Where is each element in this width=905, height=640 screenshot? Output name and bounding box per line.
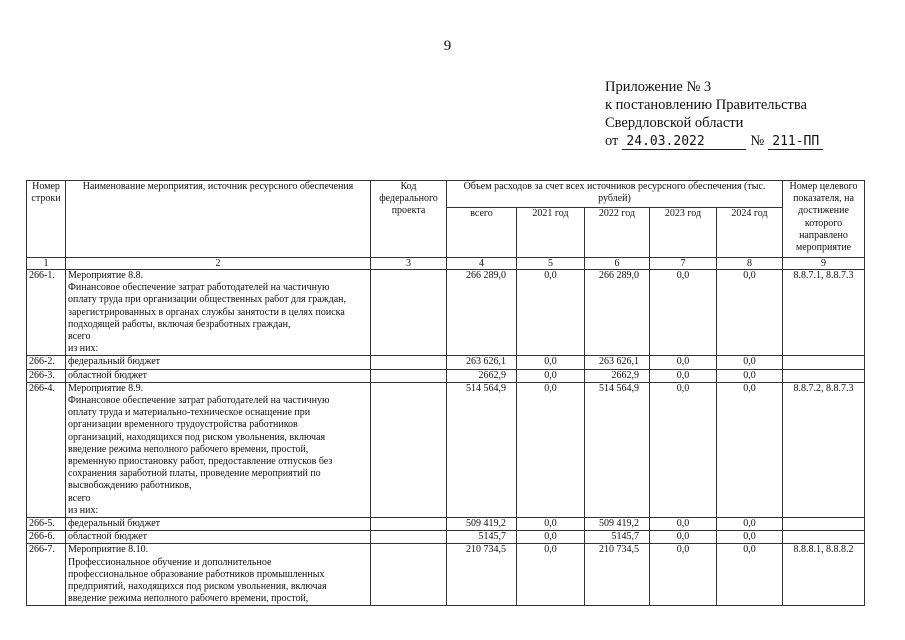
appendix-date-row [605, 132, 823, 150]
index-cell: 8 [717, 258, 783, 270]
target-cell: 8.8.7.1, 8.8.7.3 [783, 270, 865, 356]
resolution-date: 24.03.2022 [622, 134, 746, 150]
value-2022-cell: 509 419,2 [585, 518, 650, 531]
total-cell: 2662,9 [447, 369, 517, 382]
value-2023-cell: 0,0 [650, 369, 717, 382]
index-cell: 7 [650, 258, 717, 270]
value-2021-cell: 0,0 [517, 518, 585, 531]
header-target: Номер целевого показателя, на достижение которого направлено мероприятие [783, 181, 865, 258]
number-label: № [750, 133, 765, 149]
index-cell: 1 [27, 258, 66, 270]
target-cell [783, 356, 865, 369]
table-row [27, 531, 865, 544]
header-project-code: Код федерального проекта [371, 181, 447, 258]
appendix-block [605, 78, 823, 150]
header-2022: 2022 год [585, 208, 650, 258]
description-cell [66, 369, 371, 382]
description-line: федеральный бюджет [68, 356, 161, 368]
resolution-number: 211-ПП [768, 134, 823, 150]
value-2024-cell: 0,0 [717, 544, 783, 606]
appendix-line-2: к постановлению Правительства [605, 97, 807, 113]
value-2022-cell: 210 734,5 [585, 544, 650, 606]
total-cell: 210 734,5 [447, 544, 517, 606]
target-cell [783, 369, 865, 382]
description-line: введение режима неполного рабочего времени, простой, [68, 593, 309, 605]
description-cell [66, 518, 371, 531]
value-2024-cell: 0,0 [717, 270, 783, 356]
column-index-row [27, 258, 865, 270]
table-row [27, 356, 865, 369]
index-cell: 9 [783, 258, 865, 270]
index-cell: 4 [447, 258, 517, 270]
value-2021-cell: 0,0 [517, 531, 585, 544]
project-code-cell [371, 270, 447, 356]
description-line: областной бюджет [68, 369, 148, 381]
header-volume: Объем расходов за счет всех источников ресурсного обеспечения (тыс. рублей) [447, 181, 783, 208]
description-line: из них: [68, 504, 99, 516]
description-cell [66, 531, 371, 544]
description-line: предприятий, находящихся под риском увольнения, включая [68, 581, 327, 593]
description-line: областной бюджет [68, 531, 148, 543]
header-2021: 2021 год [517, 208, 585, 258]
value-2022-cell: 263 626,1 [585, 356, 650, 369]
table-row [27, 382, 865, 517]
index-cell: 3 [371, 258, 447, 270]
project-code-cell [371, 544, 447, 606]
value-2021-cell: 0,0 [517, 544, 585, 606]
description-cell [66, 270, 371, 356]
description-line: подходящей работы, включая безработных граждан, [68, 318, 291, 330]
from-label: от [605, 133, 619, 149]
row-number-cell: 266-3. [27, 369, 66, 382]
row-number-cell: 266-7. [27, 544, 66, 606]
value-2023-cell: 0,0 [650, 518, 717, 531]
description-line: профессиональное образование работников промышленных [68, 568, 325, 580]
description-line: временную приостановку работ, предоставление отпусков без [68, 456, 333, 468]
row-number-cell: 266-2. [27, 356, 66, 369]
description-line: Финансовое обеспечение затрат работодателей на частичную [68, 282, 330, 294]
description-line: из них: [68, 343, 99, 355]
index-cell: 6 [585, 258, 650, 270]
value-2024-cell: 0,0 [717, 369, 783, 382]
value-2021-cell: 0,0 [517, 382, 585, 517]
project-code-cell [371, 369, 447, 382]
project-code-cell [371, 518, 447, 531]
value-2021-cell: 0,0 [517, 369, 585, 382]
project-code-cell [371, 531, 447, 544]
description-cell [66, 356, 371, 369]
description-line: Мероприятие 8.8. [68, 270, 144, 281]
project-code-cell [371, 382, 447, 517]
project-code-cell [371, 356, 447, 369]
value-2023-cell: 0,0 [650, 356, 717, 369]
value-2022-cell: 514 564,9 [585, 382, 650, 517]
value-2021-cell: 0,0 [517, 270, 585, 356]
description-line: высвобождению работников, [68, 480, 192, 492]
page-number: 9 [443, 38, 452, 54]
description-line: введение режима неполного рабочего времени, простой, [68, 443, 309, 455]
value-2021-cell: 0,0 [517, 356, 585, 369]
table-row [27, 270, 865, 356]
target-cell [783, 531, 865, 544]
total-cell: 5145,7 [447, 531, 517, 544]
description-line: сохранения заработной платы, проведение мероприятий по [68, 468, 321, 480]
description-line: организаций, находящихся под риском увольнения, включая [68, 431, 326, 443]
description-line: Мероприятие 8.10. [68, 544, 149, 556]
value-2023-cell: 0,0 [650, 382, 717, 517]
target-cell [783, 518, 865, 531]
row-number-cell: 266-4. [27, 382, 66, 517]
description-cell [66, 544, 371, 606]
total-cell: 263 626,1 [447, 356, 517, 369]
description-line: Финансовое обеспечение затрат работодателей на частичную [68, 395, 330, 407]
header-total: всего [447, 208, 517, 258]
index-cell: 2 [66, 258, 371, 270]
value-2022-cell: 2662,9 [585, 369, 650, 382]
header-row-no: Номер строки [27, 181, 66, 258]
description-line: оплату труда и материально-техническое оснащение при [68, 407, 311, 419]
index-cell: 5 [517, 258, 585, 270]
expenses-table [26, 180, 865, 606]
appendix-title: Приложение № 3 [605, 79, 712, 95]
row-number-cell: 266-6. [27, 531, 66, 544]
description-line: всего [68, 492, 91, 504]
header-2024: 2024 год [717, 208, 783, 258]
description-line: Профессиональное обучение и дополнительное [68, 556, 272, 568]
table-row [27, 369, 865, 382]
appendix-line-3: Свердловской области [605, 115, 744, 131]
value-2023-cell: 0,0 [650, 544, 717, 606]
total-cell: 514 564,9 [447, 382, 517, 517]
table-row [27, 544, 865, 606]
total-cell: 266 289,0 [447, 270, 517, 356]
description-line: Мероприятие 8.9. [68, 382, 144, 394]
value-2024-cell: 0,0 [717, 518, 783, 531]
description-line: организации временного трудоустройства работников [68, 419, 298, 431]
header-name: Наименование мероприятия, источник ресурсного обеспечения [66, 181, 371, 258]
value-2023-cell: 0,0 [650, 531, 717, 544]
row-number-cell: 266-5. [27, 518, 66, 531]
value-2022-cell: 5145,7 [585, 531, 650, 544]
row-number-cell: 266-1. [27, 270, 66, 356]
value-2023-cell: 0,0 [650, 270, 717, 356]
total-cell: 509 419,2 [447, 518, 517, 531]
target-cell: 8.8.7.2, 8.8.7.3 [783, 382, 865, 517]
target-cell: 8.8.8.1, 8.8.8.2 [783, 544, 865, 606]
table-row [27, 518, 865, 531]
description-line: зарегистрированных в органах службы занятости в целях поиска [68, 306, 345, 318]
value-2022-cell: 266 289,0 [585, 270, 650, 356]
description-cell [66, 382, 371, 517]
header-row [27, 181, 865, 208]
description-line: федеральный бюджет [68, 518, 161, 530]
value-2024-cell: 0,0 [717, 382, 783, 517]
value-2024-cell: 0,0 [717, 356, 783, 369]
description-line: всего [68, 331, 91, 343]
description-line: оплату труда при организации общественных работ для граждан, [68, 294, 346, 306]
header-2023: 2023 год [650, 208, 717, 258]
value-2024-cell: 0,0 [717, 531, 783, 544]
